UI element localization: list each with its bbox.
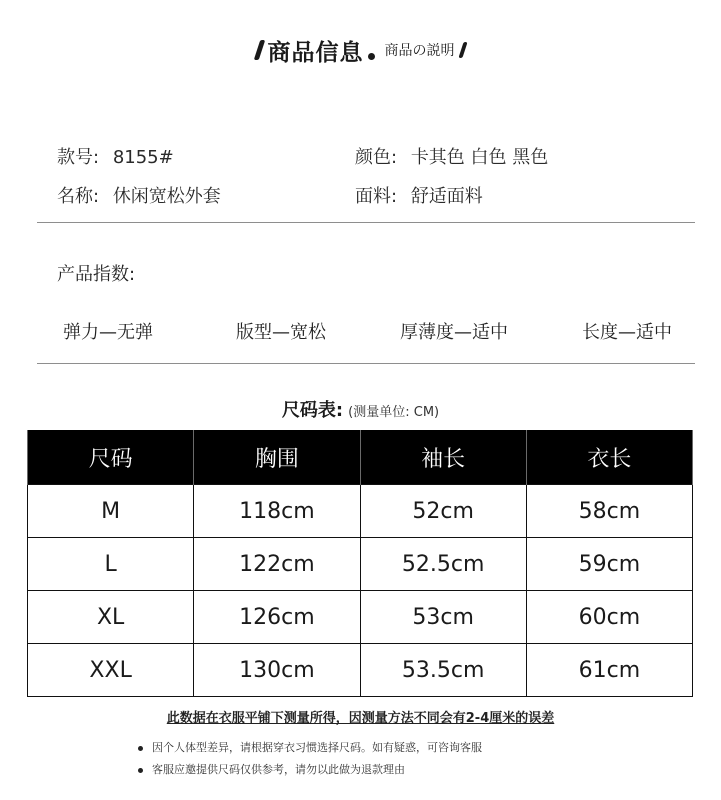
index-item-elasticity: 弹力—无弹 [63, 322, 153, 343]
cell-chest: 118cm [194, 485, 360, 538]
bullet-icon [138, 746, 143, 751]
cell-size: XL [28, 591, 194, 644]
bullet-icon [138, 768, 143, 773]
cell-length: 61cm [526, 644, 692, 697]
section-title: 商品信息 [267, 39, 364, 66]
divider [37, 222, 695, 223]
table-row [28, 538, 693, 591]
cell-sleeve: 52cm [360, 485, 526, 538]
cell-sleeve: 53cm [360, 591, 526, 644]
info-value: 休闲宽松外套 [112, 186, 221, 207]
info-label: 名称: [57, 186, 100, 207]
info-label: 款号: [57, 147, 100, 168]
col-header-chest: 胸围 [194, 430, 360, 485]
section-header [0, 30, 721, 70]
table-header-row [28, 430, 693, 485]
info-name [57, 182, 221, 208]
index-title: 产品指数: [57, 264, 136, 285]
index-item-thickness: 厚薄度—适中 [400, 322, 508, 343]
col-header-length: 衣长 [526, 430, 692, 485]
size-table-title [0, 396, 721, 422]
info-label: 颜色: [355, 147, 398, 168]
cell-length: 58cm [526, 485, 692, 538]
info-value: 8155# [112, 147, 174, 168]
note-bullet [138, 739, 482, 755]
note-text: 因个人体型差异，请根据穿衣习惯选择尺码。如有疑惑，可咨询客服 [152, 741, 482, 754]
table-row [28, 644, 693, 697]
cell-size: M [28, 485, 194, 538]
info-value: 卡其色 白色 黑色 [410, 147, 549, 168]
note-bullet [138, 761, 405, 777]
table-row [28, 485, 693, 538]
divider [37, 363, 695, 364]
col-header-size: 尺码 [28, 430, 194, 485]
table-row [28, 591, 693, 644]
section-subtitle: 商品の説明 [384, 43, 455, 59]
cell-chest: 126cm [194, 591, 360, 644]
cell-size: L [28, 538, 194, 591]
slash-icon [253, 40, 264, 60]
cell-length: 60cm [526, 591, 692, 644]
index-item-fit: 版型—宽松 [236, 322, 326, 343]
info-fabric [355, 182, 483, 208]
cell-size: XXL [28, 644, 194, 697]
cell-chest: 130cm [194, 644, 360, 697]
index-item-length: 长度—适中 [582, 322, 672, 343]
cell-length: 59cm [526, 538, 692, 591]
size-table-unit: (测量单位: CM) [348, 405, 440, 420]
info-colors [355, 143, 548, 169]
measurement-note: 此数据在衣服平铺下测量所得，因测量方法不同会有2-4厘米的误差 [166, 711, 555, 726]
col-header-sleeve: 袖长 [360, 430, 526, 485]
slash-icon [458, 42, 467, 58]
dot-icon [368, 53, 375, 60]
info-value: 舒适面料 [410, 186, 483, 207]
info-style-no [57, 143, 174, 169]
size-table [27, 430, 693, 697]
note-text: 客服应邀提供尺码仅供参考，请勿以此做为退款理由 [152, 763, 405, 776]
cell-sleeve: 52.5cm [360, 538, 526, 591]
cell-chest: 122cm [194, 538, 360, 591]
cell-sleeve: 53.5cm [360, 644, 526, 697]
info-label: 面料: [355, 186, 398, 207]
size-table-label: 尺码表: [281, 400, 344, 421]
